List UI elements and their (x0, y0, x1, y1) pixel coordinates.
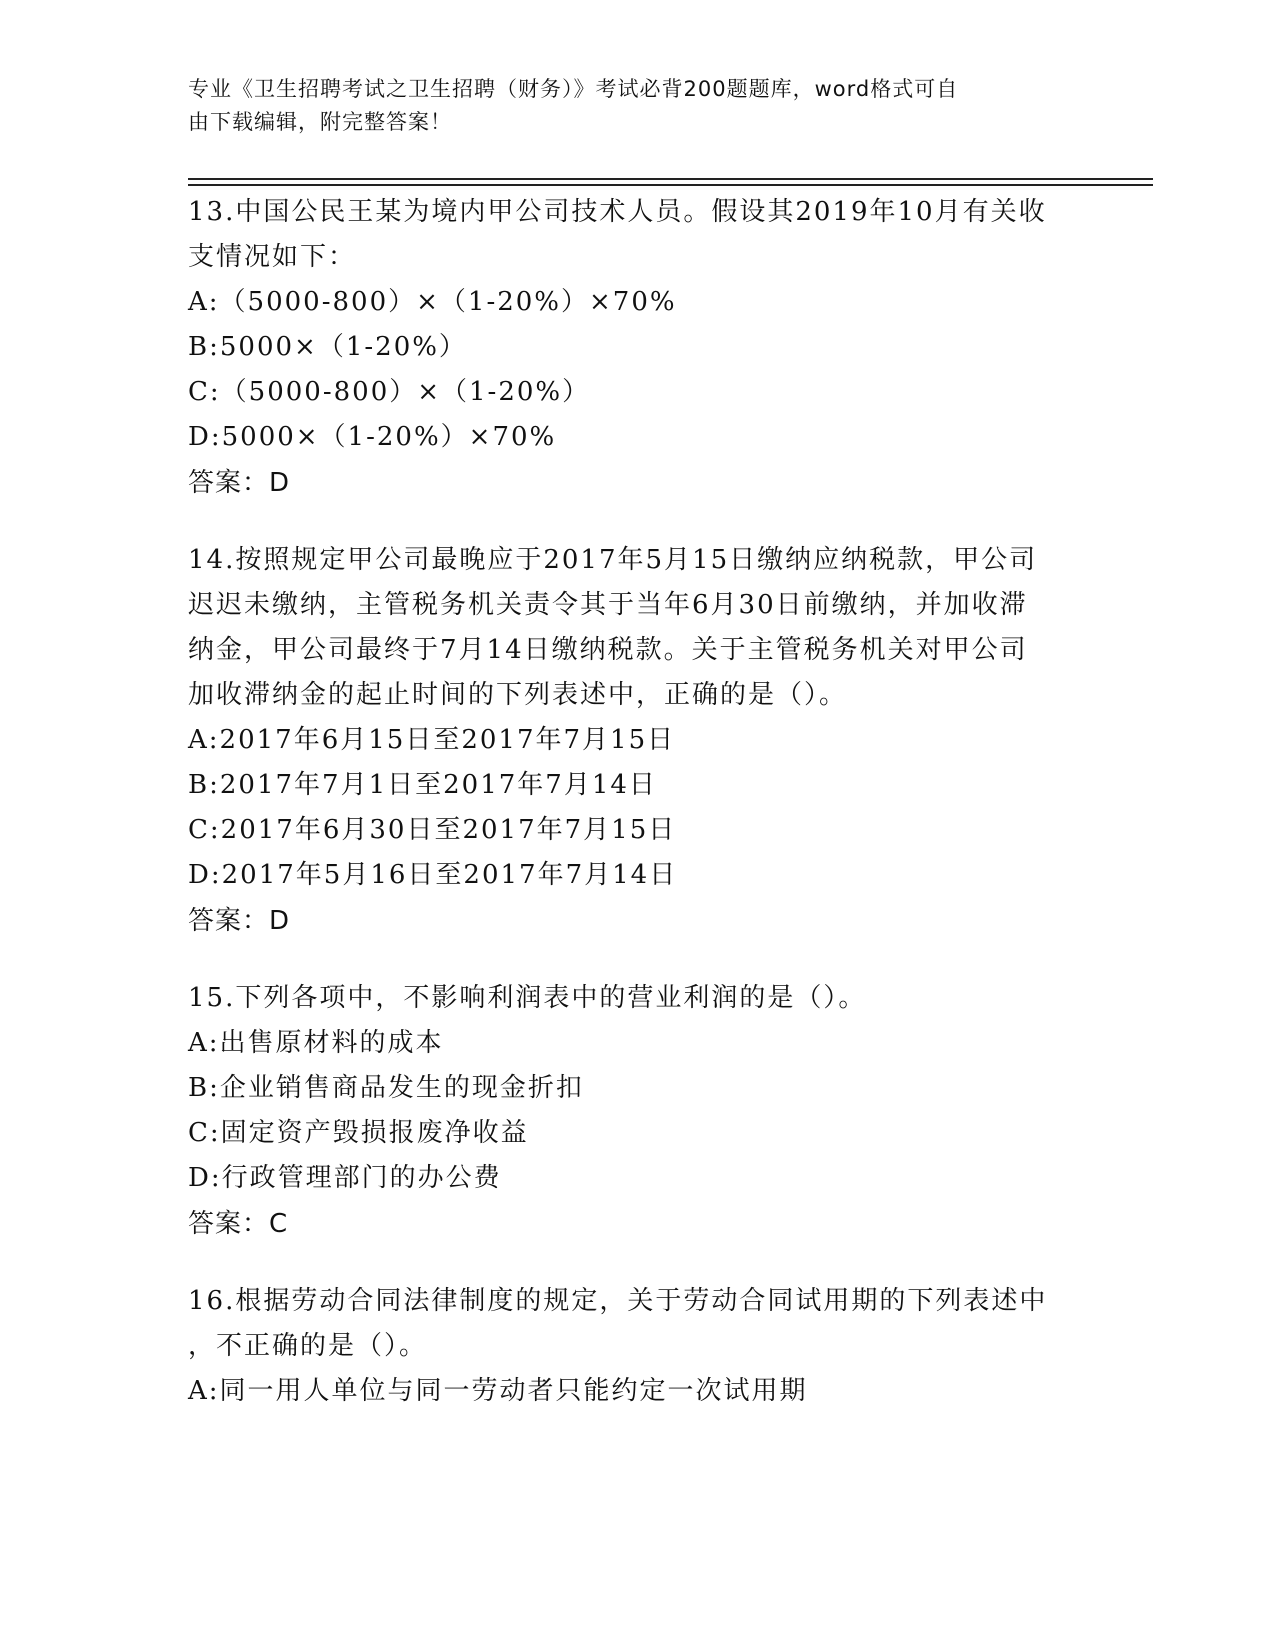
question-stem-line: 15.下列各项中，不影响利润表中的营业利润的是（）。 (188, 983, 867, 1013)
option-a: A:同一用人单位与同一劳动者只能约定一次试用期 (188, 1376, 808, 1406)
question-list (188, 190, 1088, 1445)
option-d: D:5000×（1-20%）×70% (188, 422, 557, 452)
option-b: B:企业销售商品发生的现金折扣 (188, 1073, 584, 1103)
header-divider-bottom (188, 184, 1153, 186)
question-stem-line: 支情况如下： (188, 242, 357, 272)
option-d: D:行政管理部门的办公费 (188, 1163, 502, 1193)
question-16 (188, 1279, 1088, 1414)
option-b: B:5000×（1-20%） (188, 332, 467, 362)
header-line-1: 专业《卫生招聘考试之卫生招聘（财务）》考试必背200题题库，word格式可自 (188, 77, 959, 101)
question-14 (188, 538, 1088, 945)
question-13 (188, 190, 1088, 507)
option-c: C:2017年6月30日至2017年7月15日 (188, 815, 677, 845)
question-stem-line: 迟迟未缴纳，主管税务机关责令其于当年6月30日前缴纳，并加收滞 (188, 590, 1028, 620)
answer: 答案：D (188, 906, 291, 936)
option-b: B:2017年7月1日至2017年7月14日 (188, 770, 657, 800)
header-divider-top (188, 178, 1153, 180)
answer: 答案：D (188, 468, 291, 498)
option-c: C:（5000-800）×（1-20%） (188, 377, 591, 407)
answer: 答案：C (188, 1209, 289, 1239)
option-a: A:出售原材料的成本 (188, 1028, 444, 1058)
option-a: A:（5000-800）×（1-20%）×70% (188, 287, 677, 317)
option-a: A:2017年6月15日至2017年7月15日 (188, 725, 676, 755)
question-stem-line: 14.按照规定甲公司最晚应于2017年5月15日缴纳应纳税款，甲公司 (188, 545, 1038, 575)
option-d: D:2017年5月16日至2017年7月14日 (188, 860, 678, 890)
question-15 (188, 976, 1088, 1248)
question-stem-line: ，不正确的是（）。 (188, 1331, 428, 1361)
question-stem-line: 16.根据劳动合同法律制度的规定，关于劳动合同试用期的下列表述中 (188, 1286, 1048, 1316)
question-stem-line: 加收滞纳金的起止时间的下列表述中，正确的是（）。 (188, 680, 848, 710)
option-c: C:固定资产毁损报废净收益 (188, 1118, 529, 1148)
header-line-2: 由下载编辑，附完整答案！ (188, 110, 452, 134)
question-stem-line: 13.中国公民王某为境内甲公司技术人员。假设其2019年10月有关收 (188, 197, 1047, 227)
question-stem-line: 纳金，甲公司最终于7月14日缴纳税款。关于主管税务机关对甲公司 (188, 635, 1028, 665)
document-header (188, 73, 1068, 139)
